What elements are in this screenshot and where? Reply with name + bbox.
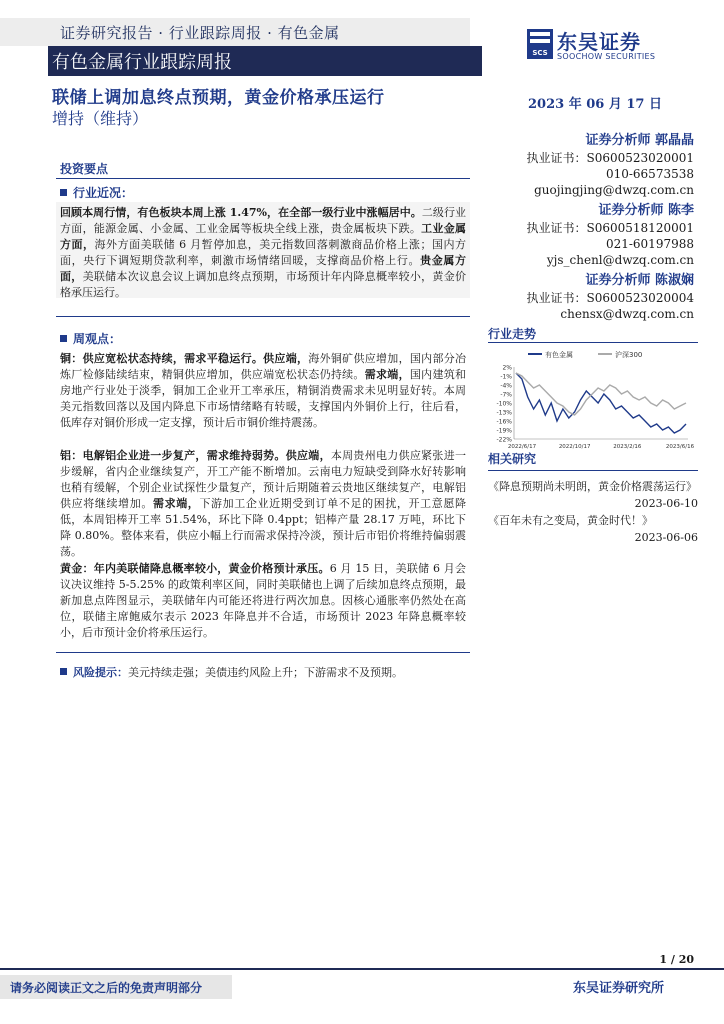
copper-paragraph [60,351,466,431]
related-item-title[interactable]: 《降息预期尚未明朗，黄金价格震荡运行》 [488,480,697,493]
analyst-email[interactable]: guojingjing@dwzq.com.cn [534,183,694,197]
logo-mark-text: SCS [532,49,548,57]
report-type: 有色金属行业跟踪周报 [52,52,232,73]
copper-text: 海外铜矿供应增加，国内部分冶炼厂检修陆续结束，精铜供应增加，供应端宽松状态仍持续。 [60,352,467,381]
analyst-cert: 执业证书：S0600518120001 [526,221,694,235]
analyst-name: 证券分析师 陈李 [598,203,694,218]
analyst-name: 证券分析师 陈淑娴 [585,273,694,288]
copper-sub-lead: 需求端， [364,368,410,381]
analyst-email[interactable]: yjs_chenl@dwzq.com.cn [546,253,694,267]
divider [56,652,470,653]
y-tick-label: 2% [502,364,512,372]
industry-text: 二级行业方面，能源金属、小金属、工业金属等板块全线上涨，贵金属板块下跌。 [60,206,466,235]
y-tick-label: -13% [496,409,512,417]
analyst-cert: 执业证书：S0600523020004 [526,291,694,305]
analyst-phone: 010-66573538 [605,167,694,181]
invest-points-heading: 投资要点 [60,162,109,176]
legend-label: 沪深300 [615,351,643,359]
related-item-date: 2023-06-06 [634,531,698,544]
industry-paragraph [60,205,466,301]
logo-cn: 东吴证券 [557,30,641,54]
analyst-cert: 执业证书：S0600523020001 [526,151,694,165]
related-heading: 相关研究 [488,452,537,466]
gold-text: 6 月 15 日，美联储 6 月会议决议维持 5-5.25% 的政策利率区间，同时美联储也上调了后续加息终点预期，最新加息点阵图显示，美联储年内可能还将进行两次加息。因核心通胀率仍然处在高位，联储主席鲍威尔表示 2023 年降息并不合适，市场预计 2023 年降息概率较小，后市预计金价将承压运行。 [60,562,467,639]
page-number: 1 / 20 [659,953,694,966]
legend-label: 有色金属 [545,351,573,359]
x-tick-label: 2022/10/17 [558,444,591,450]
y-tick-label: -19% [496,427,512,435]
breadcrumb: 证券研究报告 · 行业跟踪周报 · 有色金属 [60,24,340,42]
industry-text: 海外方面美联储 6 月暂停加息，美元指数回落刺激商品价格上涨；国内方面，央行下调短期贷款利率，刺激市场情绪回暖，支撑商品价格上行。 [60,238,466,267]
divider [56,316,470,317]
industry-heading-text: 行业近况： [73,186,134,200]
industry-trend-chart [488,345,698,455]
aluminum-lead: 铝：电解铝企业进一步复产，需求维持弱势。供应端， [60,449,331,462]
gold-lead: 黄金：年内美联储降息概率较小，黄金价格预计承压。 [60,562,330,575]
x-tick-label: 2023/2/16 [613,444,642,450]
y-tick-label: -10% [496,400,512,408]
divider [488,342,698,343]
y-tick-label: -22% [496,436,512,444]
square-bullet-icon [60,189,67,196]
analyst-block [474,128,694,322]
copper-text: 国内建筑和房地产行业处于淡季，铜加工企业开工率承压，精铜消费需求未见明显好转。本周美元指数回落以及国内降息下市场情绪略有转暖，支撑国内外铜价上行，往后看，低库存对铜价形成一定支撑，预计后市铜价维持震荡。 [60,368,467,429]
x-tick-label: 2022/6/17 [507,444,537,450]
square-bullet-icon [60,668,67,675]
disclaimer: 请务必阅读正文之后的免责声明部分 [10,981,203,995]
square-bullet-icon [60,335,67,342]
y-tick-label: -4% [500,382,512,390]
industry-heading [60,184,133,201]
company-logo [527,27,707,63]
divider [56,178,470,179]
aluminum-text: 下游加工企业近期受到订单不足的困扰，开工意愿降低，本周铝棒开工率 51.54%，环比下降 0.4ppt；铝棒产量 28.17 万吨，环比下降 0.80%。整体来看，供应小幅上行而需求保持冷淡，预计后市铝价将维持偏弱震荡。 [60,497,467,558]
divider [488,470,698,471]
y-tick-label: -7% [500,391,512,399]
analyst-name: 证券分析师 郭晶晶 [585,133,694,148]
industry-sub-lead: 工业金属方面， [60,222,466,251]
series-line [516,373,686,415]
footer-divider [0,968,724,970]
weekly-heading [60,330,121,347]
gold-paragraph [60,561,466,641]
risk-heading: 风险提示： [73,666,128,679]
aluminum-text: 本周贵州电力供应紧张进一步缓解，省内企业继续复产，开工产能不断增加。云南电力短缺受到降水好转影响也稍有缓解，个别企业试探性少量复产，预计后期随着云贵地区继续复产，电解铝供应将继续增加。 [60,449,467,510]
risk-paragraph [60,665,466,681]
related-item-title[interactable]: 《百年未有之变局，黄金时代！》 [488,514,653,527]
logo-mark-icon [527,29,553,59]
rating: 增持（维持） [52,109,149,128]
aluminum-sub-lead: 需求端， [152,497,200,510]
related-item-date: 2023-06-10 [634,497,698,510]
trend-heading: 行业走势 [488,327,537,341]
industry-text: 美联储本次议息会议上调加息终点预期，市场预计年内降息概率较小，黄金价格承压运行。 [60,270,467,299]
copper-lead: 铜：供应宽松状态持续，需求平稳运行。供应端， [60,352,309,365]
y-tick-label: -1% [500,373,512,381]
logo-en: SOOCHOW SECURITIES [557,52,656,61]
x-tick-label: 2023/6/16 [665,444,695,450]
aluminum-paragraph [60,448,466,560]
industry-sub-lead: 贵金属方面， [60,254,467,283]
related-research-list [488,478,698,546]
weekly-heading-text: 周观点： [73,332,122,346]
report-date: 2023 年 06 月 17 日 [528,97,662,112]
analyst-phone: 021-60197988 [605,237,694,251]
page-title: 联储上调加息终点预期，黄金价格承压运行 [52,88,385,108]
analyst-email[interactable]: chensx@dwzq.com.cn [560,307,694,321]
risk-text: 美元持续走强；美债违约风险上升；下游需求不及预期。 [128,666,403,679]
industry-lead: 回顾本周行情，有色板块本周上涨 1.47%，在全部一级行业中涨幅居中。 [60,206,422,219]
y-tick-label: -16% [496,418,512,426]
firm-name: 东吴证券研究所 [572,981,664,996]
